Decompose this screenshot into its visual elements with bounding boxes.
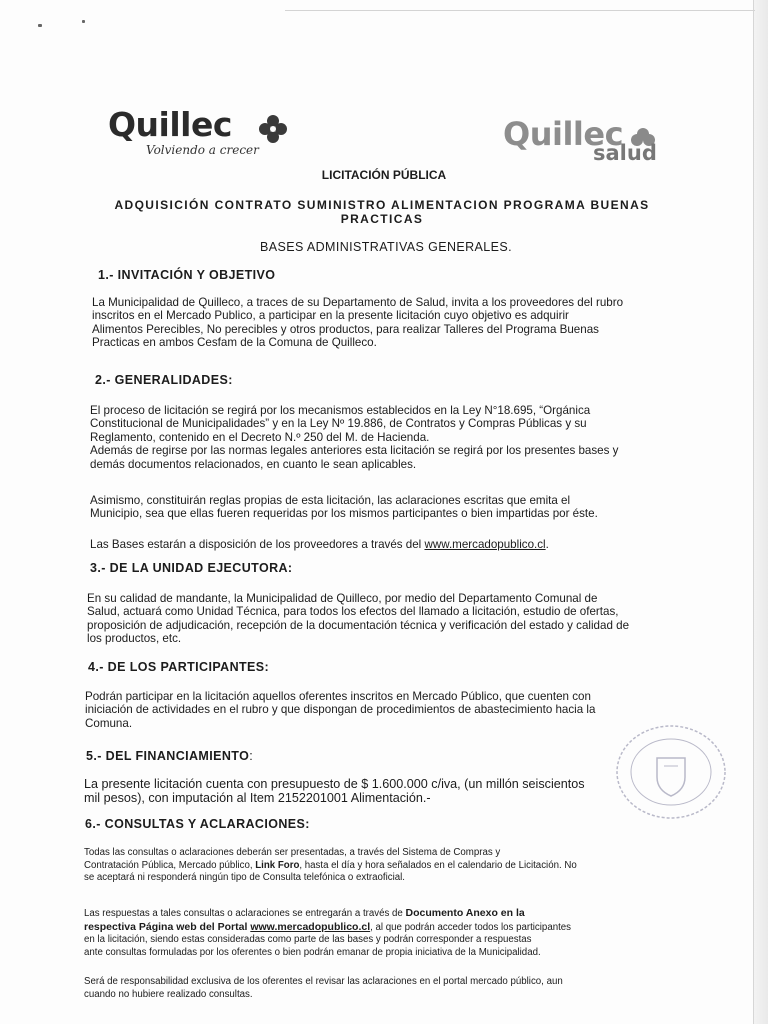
text-line: La presente licitación cuenta con presupuesto de $ 1.600.000 c/iva, (un millón seiscientos — [84, 777, 585, 791]
documento-anexo-text: Documento Anexo en la — [405, 907, 525, 919]
text-line: en la licitación, siendo estas consideradas como parte de las bases y podrán corresponder a respuestas — [84, 934, 532, 946]
text-line: Alimentos Perecibles, No perecibles y otros productos, para realizar Talleres del Programa Buenas — [92, 322, 599, 336]
text-fragment: respectiva Página web del Portal — [84, 920, 251, 933]
page-edge-shadow — [753, 0, 768, 1024]
text-line: Practicas en ambos Cesfam de la Comuna de Quilleco. — [92, 336, 377, 350]
section-6-text-2 — [84, 907, 650, 959]
text-line: Será de responsabilidad exclusiva de los oferentes el revisar las aclaraciones en el portal mercado público, aun — [84, 976, 563, 987]
document-title: LICITACIÓN PÚBLICA — [321, 168, 447, 182]
bases-title: BASES ADMINISTRATIVAS GENERALES. — [260, 240, 512, 254]
municipal-stamp — [612, 722, 730, 822]
text-line: Todas las consultas o aclaraciones deberán ser presentadas, a través del Sistema de Compras y — [84, 847, 501, 858]
section-1-text — [92, 296, 664, 350]
mercadopublico-link[interactable]: www.mercadopublico.cl — [250, 920, 371, 933]
text-line: Constitucional de Municipalidades” y en la Ley Nº 19.886, de Contratos y Compras Públicas y su — [90, 417, 587, 431]
section-2-text-3 — [90, 538, 662, 551]
logo-wordmark: Quillec — [108, 105, 232, 144]
logo-tagline: Volviendo a crecer — [146, 143, 259, 157]
section-5-text — [84, 777, 656, 805]
mercadopublico-link[interactable]: www.mercadopublico.cl — [424, 538, 546, 551]
document-subtitle-line2: PRACTICAS — [340, 212, 424, 226]
text-line: En su calidad de mandante, la Municipalidad de Quilleco, por medio del Departamento Comunal de — [87, 592, 598, 605]
logo-wordmark: Quillec — [503, 115, 624, 153]
section-2-text-1 — [90, 404, 662, 471]
section-6-text-3 — [84, 976, 650, 1001]
text-fragment: , al que podrán acceder todos los participantes — [370, 921, 572, 933]
section-heading-1: 1.- INVITACIÓN Y OBJETIVO — [98, 268, 276, 282]
section-heading-2: 2.- GENERALIDADES: — [95, 373, 233, 387]
text-line: cuando no hubiere realizado consultas. — [84, 988, 253, 1000]
flower-icon — [258, 114, 288, 144]
section-6-text-1 — [84, 847, 650, 885]
document-subtitle-line1: ADQUISICIÓN CONTRATO SUMINISTRO ALIMENTACION PROGRAMA BUENAS — [114, 198, 650, 212]
text-fragment: . — [545, 538, 549, 551]
link-foro-text: Link Foro — [255, 859, 300, 871]
text-line: El proceso de licitación se regirá por los mecanismos establecidos en la Ley N°18.695, “Orgánica — [90, 404, 591, 417]
section-3-text — [87, 592, 659, 646]
text-line: proposición de adjudicación, recepción de la documentación técnica y verificación del estado y calidad de — [87, 618, 630, 632]
quilleco-salud-logo — [503, 115, 673, 170]
text-fragment: Las Bases estarán a disposición de los proveedores a través del — [90, 538, 425, 551]
text-line: Salud, actuará como Unidad Técnica, para todos los efectos del llamado a licitación, estudio de ofertas, — [87, 605, 619, 619]
quilleco-logo — [108, 105, 288, 158]
text-line: Podrán participar en la licitación aquellos oferentes inscritos en Mercado Público, que cuenten con — [85, 690, 591, 703]
section-heading-4: 4.- DE LOS PARTICIPANTES: — [88, 660, 270, 674]
text-line: demás documentos relacionados, en cuanto le sean aplicables. — [90, 457, 417, 471]
scan-speck — [82, 20, 85, 23]
scan-speck — [38, 24, 42, 27]
text-line: se aceptará ni responderá ningún tipo de Consulta telefónica o extraoficial. — [84, 872, 405, 884]
text-line: Comuna. — [85, 716, 133, 730]
text-line: inscritos en el Mercado Publico, a participar en la presente licitación cuyo objetivo es adquirir — [92, 309, 569, 323]
text-line: mil pesos), con imputación al Item 2152201001 Alimentación.- — [84, 791, 431, 805]
text-line: Municipio, sea que ellas fueren requeridas por los mismos participantes o bien impartidas por éste. — [90, 507, 598, 521]
section-4-text — [85, 690, 657, 730]
section-2-text-2 — [90, 494, 662, 521]
text-line: iniciación de actividades en el rubro y que dispongan de procedimientos de abastecimiento hacia la — [85, 703, 596, 717]
text-line: Asimismo, constituirán reglas propias de esta licitación, las aclaraciones escritas que emita el — [90, 494, 571, 507]
text-line: La Municipalidad de Quilleco, a traces de su Departamento de Salud, invita a los proveedores del rubro — [92, 296, 624, 309]
text-line: Además de regirse por las normas legales anteriores esta licitación se regirá por los presentes bases y — [90, 444, 619, 458]
logo-subtitle: salud — [593, 141, 657, 165]
heading-suffix: : — [249, 749, 253, 763]
text-line: Reglamento, contenido en el Decreto N.º 250 del M. de Hacienda. — [90, 430, 430, 444]
heading-text: 5.- DEL FINANCIAMIENTO — [86, 749, 250, 763]
section-heading-5 — [86, 747, 253, 765]
section-heading-3: 3.- DE LA UNIDAD EJECUTORA: — [90, 561, 293, 575]
text-line: los productos, etc. — [87, 632, 182, 646]
text-fragment: Las respuestas a tales consultas o aclaraciones se entregarán a través de — [84, 908, 406, 919]
text-line: ante consultas formuladas por los oferentes o bien podrán emanar de propia iniciativa de la Municipalidad. — [84, 946, 541, 958]
section-heading-6: 6.- CONSULTAS Y ACLARACIONES: — [85, 817, 310, 831]
top-rule — [285, 10, 755, 11]
text-fragment: Contratación Pública, Mercado público, — [84, 859, 256, 871]
text-fragment: , hasta el día y hora señalados en el calendario de Licitación. No — [299, 859, 577, 871]
